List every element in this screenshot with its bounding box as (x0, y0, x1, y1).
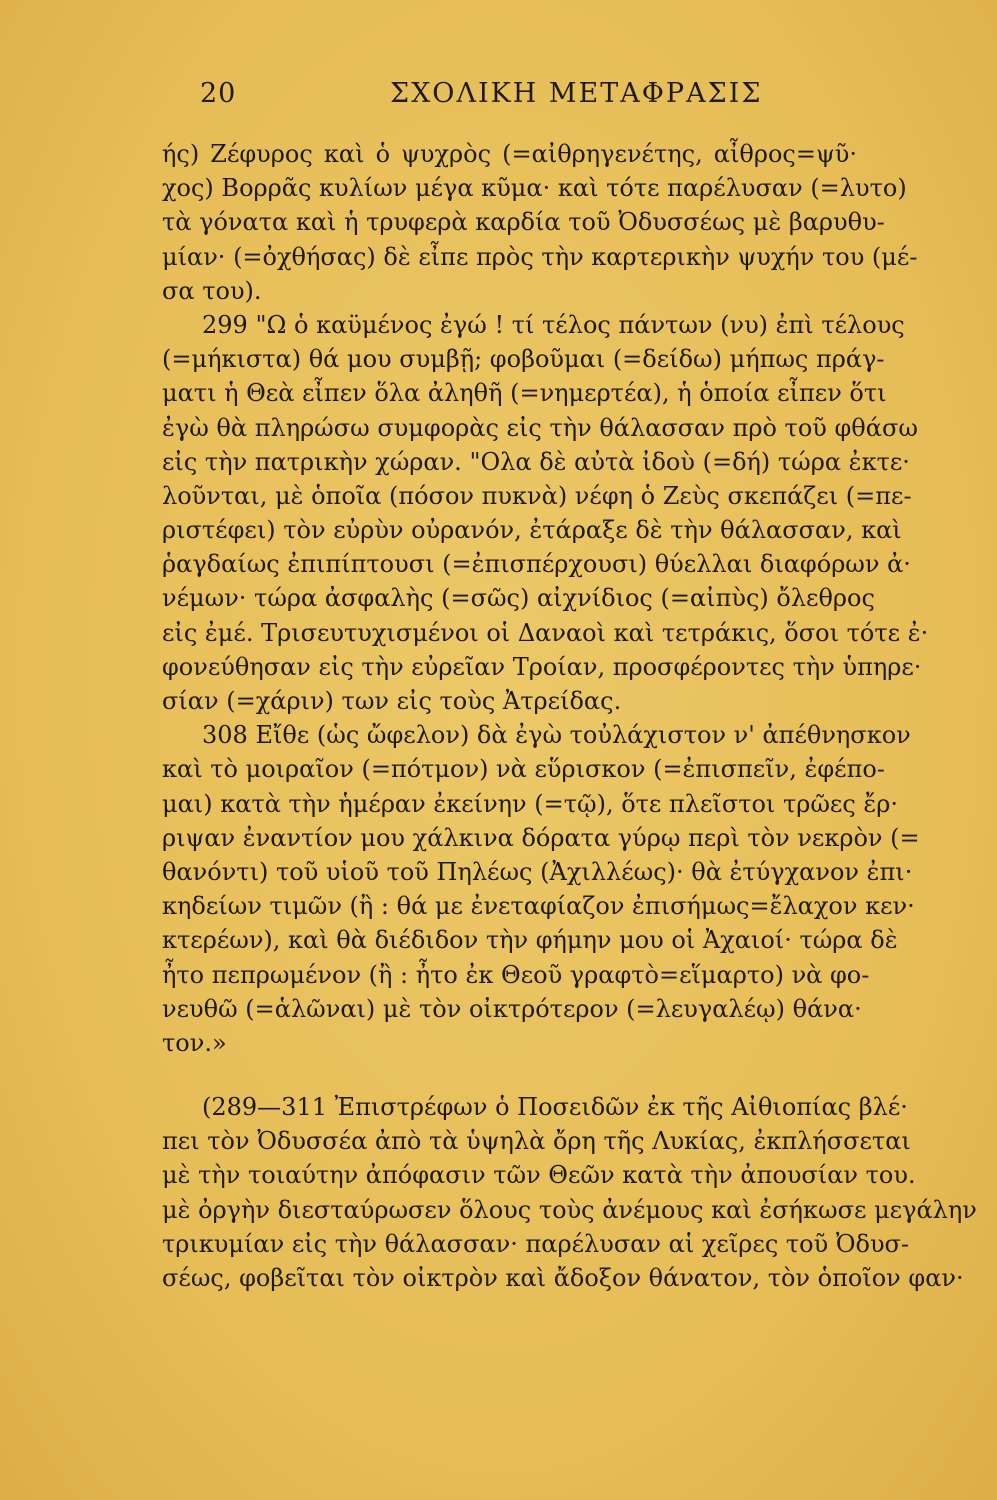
text-line: τρικυμίαν εἰς τὴν θάλασσαν· παρέλυσαν αἱ χεῖρες τοῦ Ὀδυσ- (162, 1229, 910, 1258)
text-line: εἰς τὴν πατρικὴν χώραν. "Ολα δὲ αὐτὰ ἰδοὺ (=δή) τώρα ἐκτε· (162, 447, 910, 476)
running-title: ΣΧΟΛΙΚΗ ΜΕΤΑΦΡΑΣΙΣ (390, 78, 763, 109)
text-line: (=μήκιστα) θά μου συμβῇ; φοβοῦμαι (=δείδω) μήπως πράγ- (162, 345, 885, 374)
paragraph-308 (162, 718, 920, 1060)
text-line: 308 Εἴθε (ὡς ὤφελον) δὰ ἐγὼ τοὐλάχιστον ν' ἀπέθνησκον (202, 721, 911, 750)
text-line: μὲ τὴν τοιαύτην ἀπόφασιν τῶν Θεῶν κατὰ τὴν ἀπουσίαν του. (162, 1161, 916, 1190)
text-line: κτερέων), καὶ θὰ διέδιδον τὴν φήμην μου οἱ Ἀχαιοί· τώρα δὲ (162, 926, 898, 955)
text-line: νέμων· τώρα ἀσφαλὴς (=σῶς) αἰχνίδιος (=αἰπὺς) ὄλεθρος (162, 584, 875, 613)
text-line: λοῦνται, μὲ ὁποῖα (πόσον πυκνὰ) νέφη ὁ Ζεὺς σκεπάζει (=πε- (162, 481, 912, 510)
text-line: 299 "Ω ὁ καϋμένος ἐγώ ! τί τέλος πάντων (νυ) ἐπὶ τέλους (202, 310, 905, 339)
text-line: σίαν (=χάριν) των εἰς τοὺς Ἀτρείδας. (162, 687, 622, 715)
running-head (160, 78, 860, 118)
text-line: νευθῶ (=ἁλῶναι) μὲ τὸν οἰκτρότερον (=λευγαλέῳ) θάνα· (162, 994, 862, 1023)
text-line: εἰς ἐμέ. Τρισευτυχισμένοι οἱ Δαναοὶ καὶ τετράκις, ὅσοι τότε ἐ· (162, 618, 929, 647)
text-line: μίαν· (=ὀχθήσας) δὲ εἶπε πρὸς τὴν καρτερικὴν ψυχήν του (μέ- (162, 242, 918, 271)
text-line: πει τὸν Ὀδυσσέα ἀπὸ τὰ ὑψηλὰ ὄρη τῆς Λυκίας, ἐκπλήσσεται (162, 1127, 911, 1156)
page-number: 20 (200, 78, 237, 109)
paragraph-299 (162, 308, 929, 718)
text-line: ῥαγδαίως ἐπιπίπτουσι (=ἐπισπέρχουσι) θύελλαι διαφόρων ἀ· (162, 550, 911, 579)
text-line: θανόντι) τοῦ υἱοῦ τοῦ Πηλέως (Ἀχιλλέως)· θὰ ἐτύγχανον ἐπι· (162, 857, 913, 886)
text-line: κηδείων τιμῶν (ἢ : θά με ἐνεταφίαζον ἐπισήμως=ἔλαχον κεν· (162, 892, 915, 921)
text-line: ματι ἡ Θεὰ εἶπεν ὅλα ἀληθῆ (=νημερτέα), ἡ ὁποία εἶπεν ὅτι (162, 379, 887, 408)
summary-paragraph (162, 1090, 977, 1295)
paragraph-1 (162, 137, 918, 308)
text-line: σέως, φοβεῖται τὸν οἰκτρὸν καὶ ἄδοξον θάνατον, τὸν ὁποῖον φαν· (162, 1264, 964, 1292)
text-line: ριστέφει) τὸν εὐρὺν οὐρανόν, ἐτάραξε δὲ τὴν θάλασσαν, καὶ (162, 516, 902, 545)
paragraph-gap (162, 1060, 857, 1090)
text-line: μαι) κατὰ τὴν ἡμέραν ἐκείνην (=τῷ), ὅτε πλεῖστοι τρῶες ἔρ· (162, 789, 899, 818)
text-line: χος) Βορρᾶς κυλίων μέγα κῦμα· καὶ τότε παρέλυσαν (=λυτο) (162, 174, 907, 203)
text-line: (289—311 Ἐπιστρέφων ὁ Ποσειδῶν ἐκ τῆς Αἰθιοπίας βλέ· (202, 1093, 908, 1122)
body-text (162, 137, 977, 1295)
text-line: σα του). (162, 276, 262, 305)
text-line: καὶ τὸ μοιραῖον (=πότμον) νὰ εὕρισκον (=ἐπισπεῖν, ἐφέπο- (162, 755, 885, 784)
text-line: τὰ γόνατα καὶ ἡ τρυφερὰ καρδία τοῦ Ὀδυσσέως μὲ βαρυθυ- (162, 208, 885, 237)
text-line: μὲ ὀργὴν διεσταύρωσεν ὅλους τοὺς ἀνέμους καὶ ἐσήκωσε μεγάλην (162, 1195, 977, 1224)
text-line: ἐγὼ θὰ πληρώσω συμφορὰς εἰς τὴν θάλασσαν πρὸ τοῦ φθάσω (162, 413, 918, 442)
text-line: φονεύθησαν εἰς τὴν εὐρεῖαν Τροίαν, προσφέροντες τὴν ὑπηρε· (162, 652, 922, 681)
text-line: τον.» (162, 1028, 227, 1057)
text-line: ριψαν ἐναντίον μου χάλκινα δόρατα γύρῳ περὶ τὸν νεκρὸν (= (162, 823, 920, 852)
text-line: ἦτο πεπρωμένον (ἢ : ἦτο ἐκ Θεοῦ γραφτὸ=εἵμαρτο) νὰ φο- (162, 960, 870, 989)
text-line: ής) Ζέφυρος καὶ ὁ ψυχρὸς (=αἰθρηγενέτης, αἶθρος=ψῦ· (162, 140, 857, 168)
